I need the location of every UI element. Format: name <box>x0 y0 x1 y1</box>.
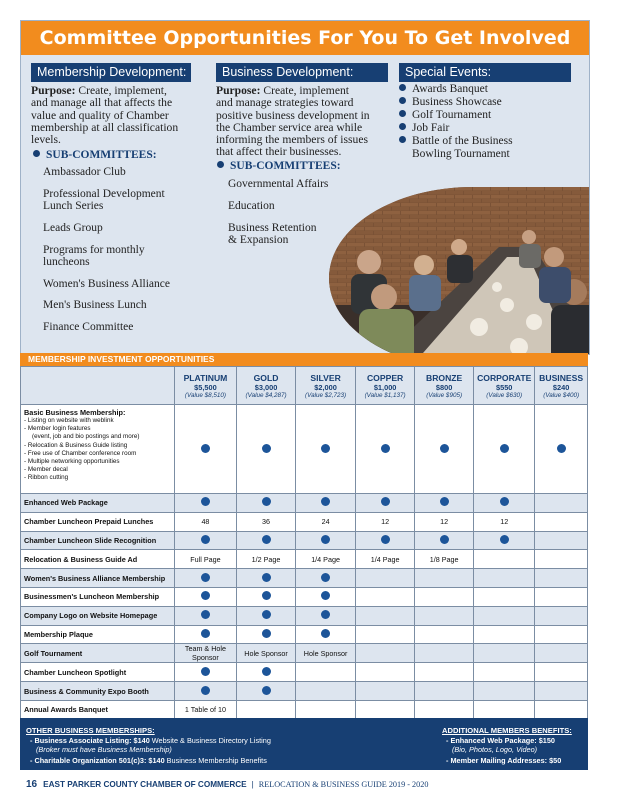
benefit-cell <box>415 644 474 663</box>
bullet-dot-icon <box>399 136 406 143</box>
benefit-cell <box>415 550 474 569</box>
benefit-value: Hole Sponsor <box>303 648 348 658</box>
benefit-cell <box>237 569 296 588</box>
filled-circle-icon <box>262 444 271 453</box>
bullet-dot-icon <box>399 84 406 91</box>
page-number: 16 <box>26 779 38 790</box>
level-price: $3,000 <box>254 382 278 392</box>
benefit-cell <box>174 625 236 644</box>
sub-item-mens-lunch: Men's Business Lunch <box>43 299 147 311</box>
level-header <box>237 367 296 405</box>
event-battle-business: Battle of the Business <box>399 135 513 148</box>
benefit-cell <box>296 405 356 494</box>
level-header <box>415 367 474 405</box>
level-value: (Value $630) <box>486 391 523 399</box>
filled-circle-icon <box>262 667 271 676</box>
benefit-cell <box>415 405 474 494</box>
filled-circle-icon <box>321 591 330 600</box>
benefit-cell <box>296 587 356 606</box>
benefit-row <box>21 494 588 513</box>
benefit-label: Business & Community Expo Booth <box>21 682 175 701</box>
benefit-value: Team & Hole Sponsor <box>184 644 227 663</box>
level-value: (Value $2,723) <box>305 391 347 399</box>
benefit-cell <box>237 587 296 606</box>
basic-membership-item: - Member decal <box>24 466 68 474</box>
benefit-cell <box>535 405 588 494</box>
other-memberships-box <box>20 718 588 770</box>
sub-item-professional-dev: Professional Development <box>43 188 165 200</box>
benefit-value: 12 <box>500 517 509 527</box>
benefit-row <box>21 606 588 625</box>
bullet-dot-icon <box>399 123 406 130</box>
investment-bar: MEMBERSHIP INVESTMENT OPPORTUNITIES <box>20 353 588 366</box>
benefit-label: Chamber Luncheon Spotlight <box>21 663 175 682</box>
level-header <box>356 367 415 405</box>
level-header <box>174 367 236 405</box>
filled-circle-icon <box>262 591 271 600</box>
levels-header-row <box>21 367 588 405</box>
luncheon-photo-illustration <box>329 187 590 355</box>
benefit-cell <box>474 625 535 644</box>
footer-separator: | <box>251 780 254 789</box>
filled-circle-icon <box>381 444 390 453</box>
filled-circle-icon <box>321 444 330 453</box>
filled-circle-icon <box>500 497 509 506</box>
benefit-value: 24 <box>321 517 330 527</box>
benefit-cell <box>474 587 535 606</box>
benefit-value: 1 Table of 10 <box>184 705 226 715</box>
benefit-value: 1/4 Page <box>370 554 400 564</box>
level-name: PLATINUM <box>183 372 228 383</box>
basic-membership-title: Basic Business Membership: <box>24 408 126 417</box>
benefit-row <box>21 512 588 531</box>
benefit-cell <box>535 531 588 550</box>
level-value: (Value $1,137) <box>364 391 406 399</box>
filled-circle-icon <box>557 444 566 453</box>
business-dev-purpose: Purpose: Create, implement and manage strategies toward positive business development in the Chamber service area while informing the members of issues that affect their businesses. <box>216 84 370 159</box>
benefit-value: 1/4 Page <box>311 554 340 564</box>
benefit-value: 1/2 Page <box>251 554 281 564</box>
business-dev-heading: Business Development: <box>216 63 388 82</box>
sub-item-leads-group: Leads Group <box>43 222 103 234</box>
associate-listing: - Business Associate Listing: $140 Website & Business Directory Listing (Broker must have Business Membership) <box>30 736 271 754</box>
membership-dev-heading: Membership Development: <box>31 63 191 82</box>
special-events-heading: Special Events: <box>399 63 571 82</box>
bullet-dot-icon <box>33 150 40 157</box>
level-header <box>474 367 535 405</box>
benefit-cell <box>535 625 588 644</box>
benefit-row <box>21 663 588 682</box>
basic-membership-item: - Member login features <box>24 425 91 433</box>
header-blank-cell <box>21 367 175 405</box>
sub-item-finance: Finance Committee <box>43 321 134 333</box>
filled-circle-icon <box>201 497 210 506</box>
benefit-cell <box>474 569 535 588</box>
purpose-label: Purpose: <box>216 84 261 97</box>
filled-circle-icon <box>262 629 271 638</box>
benefit-cell <box>356 494 415 513</box>
benefit-cell <box>535 494 588 513</box>
sub-item-governmental: Governmental Affairs <box>228 178 329 190</box>
additional-benefits-heading: ADDITIONAL MEMBERS BENEFITS: <box>442 726 572 735</box>
level-name: GOLD <box>253 372 279 383</box>
benefit-cell <box>296 682 356 701</box>
benefit-row <box>21 587 588 606</box>
benefit-cell <box>237 531 296 550</box>
basic-membership-label <box>21 405 175 494</box>
benefit-cell <box>296 569 356 588</box>
basic-membership-item: - Multiple networking opportunities <box>24 458 120 466</box>
business-sub-committees-label: SUB-COMMITTEES: <box>217 160 341 172</box>
filled-circle-icon <box>262 686 271 695</box>
benefit-cell <box>415 700 474 719</box>
filled-circle-icon <box>440 497 449 506</box>
benefit-cell <box>174 587 236 606</box>
enhanced-web-package-benefit: - Enhanced Web Package: $150 (Bio, Photos, Logo, Video) <box>446 736 555 754</box>
benefit-cell <box>535 587 588 606</box>
sub-item-retention-2: & Expansion <box>228 234 289 246</box>
benefit-label: Businessmen's Luncheon Membership <box>21 587 175 606</box>
benefit-value: 12 <box>381 517 390 527</box>
filled-circle-icon <box>262 610 271 619</box>
benefit-cell <box>296 550 356 569</box>
sub-item-professional-dev-2: Lunch Series <box>43 200 104 212</box>
benefit-cell <box>356 606 415 625</box>
benefit-row <box>21 550 588 569</box>
benefit-cell <box>356 644 415 663</box>
page-title: Committee Opportunities For You To Get Involved <box>21 21 589 55</box>
filled-circle-icon <box>201 610 210 619</box>
benefit-cell <box>296 625 356 644</box>
level-price: $1,000 <box>373 382 397 392</box>
benefit-label: Chamber Luncheon Slide Recognition <box>21 531 175 550</box>
benefit-cell <box>174 531 236 550</box>
benefit-cell <box>535 606 588 625</box>
benefit-cell <box>535 644 588 663</box>
benefit-cell <box>296 700 356 719</box>
benefit-cell <box>237 644 296 663</box>
level-price: $240 <box>552 382 570 392</box>
benefit-cell <box>296 531 356 550</box>
benefit-cell <box>474 512 535 531</box>
benefit-row <box>21 644 588 663</box>
benefit-cell <box>237 494 296 513</box>
level-price: $800 <box>435 382 453 392</box>
benefit-row <box>21 625 588 644</box>
bullet-dot-icon <box>399 110 406 117</box>
benefit-cell <box>174 569 236 588</box>
benefit-cell <box>474 700 535 719</box>
level-value: (Value $4,287) <box>245 391 287 399</box>
benefit-label: Company Logo on Website Homepage <box>21 606 175 625</box>
filled-circle-icon <box>201 686 210 695</box>
basic-membership-item: (event, job and bio postings and more) <box>32 433 140 441</box>
benefit-cell <box>535 682 588 701</box>
benefit-cell <box>174 550 236 569</box>
benefit-cell <box>474 663 535 682</box>
benefit-cell <box>415 606 474 625</box>
benefit-cell <box>415 663 474 682</box>
page-footer <box>26 779 428 790</box>
benefit-row <box>21 682 588 701</box>
basic-membership-item: - Listing on website with weblink <box>24 417 114 424</box>
benefit-cell <box>415 682 474 701</box>
membership-dev-purpose: Purpose: Create, implement, and manage all that affects the value and quality of Chamber membership at all classification levels. <box>31 84 179 147</box>
benefit-cell <box>356 682 415 701</box>
benefit-cell <box>356 405 415 494</box>
benefit-cell <box>174 682 236 701</box>
benefit-label: Enhanced Web Package <box>21 494 175 513</box>
sub-item-programs-2: luncheons <box>43 256 90 268</box>
benefit-value: Full Page <box>190 554 221 564</box>
benefit-cell <box>174 405 236 494</box>
level-value: (Value $400) <box>543 391 580 399</box>
bullet-dot-icon <box>399 97 406 104</box>
event-awards-banquet: Awards Banquet <box>399 83 488 96</box>
basic-membership-item: - Free use of Chamber conference room <box>24 449 137 457</box>
luncheon-photo <box>329 187 590 355</box>
filled-circle-icon <box>201 535 210 544</box>
benefit-label: Women's Business Alliance Membership <box>21 569 175 588</box>
filled-circle-icon <box>201 444 210 453</box>
benefit-row <box>21 531 588 550</box>
sub-item-ambassador: Ambassador Club <box>43 166 126 178</box>
basic-membership-item: - Ribbon cutting <box>24 474 69 482</box>
benefit-cell <box>474 606 535 625</box>
filled-circle-icon <box>321 573 330 582</box>
benefit-cell <box>174 700 236 719</box>
benefit-cell <box>296 494 356 513</box>
bullet-dot-icon <box>217 161 224 168</box>
benefit-cell <box>535 663 588 682</box>
filled-circle-icon <box>262 573 271 582</box>
benefit-value: 1/8 Page <box>429 554 459 564</box>
benefit-cell <box>174 494 236 513</box>
benefit-row <box>21 569 588 588</box>
benefit-value: Hole Sponsor <box>244 648 288 658</box>
filled-circle-icon <box>500 444 509 453</box>
filled-circle-icon <box>321 535 330 544</box>
level-price: $550 <box>495 382 513 392</box>
filled-circle-icon <box>262 535 271 544</box>
filled-circle-icon <box>321 610 330 619</box>
sub-item-programs: Programs for monthly <box>43 244 145 256</box>
benefit-cell <box>174 644 236 663</box>
level-name: SILVER <box>310 372 341 383</box>
purpose-label: Purpose: <box>31 84 76 97</box>
benefit-cell <box>237 625 296 644</box>
benefit-cell <box>237 663 296 682</box>
benefit-cell <box>474 644 535 663</box>
benefit-cell <box>415 531 474 550</box>
benefit-row <box>21 700 588 719</box>
benefit-label: Annual Awards Banquet <box>21 700 175 719</box>
level-price: $2,000 <box>314 382 337 392</box>
benefit-cell <box>296 606 356 625</box>
filled-circle-icon <box>262 497 271 506</box>
sub-item-retention: Business Retention <box>228 222 317 234</box>
benefit-cell <box>474 550 535 569</box>
level-name: BUSINESS <box>539 372 584 383</box>
benefit-value: 36 <box>262 517 271 527</box>
benefit-cell <box>296 512 356 531</box>
footer-guide: RELOCATION & BUSINESS GUIDE 2019 - 2020 <box>258 780 429 789</box>
membership-sub-committees-label: SUB-COMMITTEES: <box>33 149 157 161</box>
investment-table <box>20 366 588 720</box>
basic-membership-row <box>21 405 588 494</box>
benefit-cell <box>474 682 535 701</box>
benefit-cell <box>174 512 236 531</box>
filled-circle-icon <box>381 535 390 544</box>
filled-circle-icon <box>500 535 509 544</box>
benefit-cell <box>474 531 535 550</box>
benefit-cell <box>415 494 474 513</box>
filled-circle-icon <box>381 497 390 506</box>
benefit-cell <box>356 512 415 531</box>
filled-circle-icon <box>440 444 449 453</box>
benefit-cell <box>474 405 535 494</box>
benefit-cell <box>535 512 588 531</box>
benefit-cell <box>474 494 535 513</box>
level-value: (Value $905) <box>426 391 463 399</box>
member-mailing-benefit: - Member Mailing Addresses: $50 <box>446 756 562 765</box>
benefit-cell <box>535 700 588 719</box>
benefit-cell <box>356 663 415 682</box>
benefit-cell <box>174 663 236 682</box>
benefit-cell <box>237 405 296 494</box>
filled-circle-icon <box>201 591 210 600</box>
benefit-cell <box>535 569 588 588</box>
benefit-value: 12 <box>440 517 449 527</box>
benefit-cell <box>415 625 474 644</box>
benefit-cell <box>174 606 236 625</box>
benefit-cell <box>356 569 415 588</box>
benefit-label: Membership Plaque <box>21 625 175 644</box>
filled-circle-icon <box>201 667 210 676</box>
benefit-cell <box>237 682 296 701</box>
other-memberships-heading: OTHER BUSINESS MEMBERSHIPS: <box>26 726 155 735</box>
event-bowling-tournament: Bowling Tournament <box>412 148 510 160</box>
sub-item-education: Education <box>228 200 275 212</box>
committee-panel <box>20 20 590 355</box>
event-business-showcase: Business Showcase <box>399 96 502 109</box>
event-job-fair: Job Fair <box>399 122 449 135</box>
level-price: $5,500 <box>194 382 217 392</box>
benefit-cell <box>237 606 296 625</box>
benefit-cell <box>356 625 415 644</box>
filled-circle-icon <box>321 497 330 506</box>
benefit-cell <box>415 587 474 606</box>
benefit-cell <box>237 700 296 719</box>
level-name: CORPORATE <box>477 372 532 383</box>
sub-item-womens-alliance: Women's Business Alliance <box>43 278 170 290</box>
benefit-cell <box>535 550 588 569</box>
benefit-label: Golf Tournament <box>21 644 175 663</box>
benefit-cell <box>356 550 415 569</box>
filled-circle-icon <box>201 573 210 582</box>
benefit-cell <box>356 587 415 606</box>
benefit-value: 48 <box>201 517 210 527</box>
event-golf-tournament: Golf Tournament <box>399 109 491 122</box>
filled-circle-icon <box>201 629 210 638</box>
level-header <box>535 367 588 405</box>
benefit-cell <box>356 531 415 550</box>
benefit-label: Relocation & Business Guide Ad <box>21 550 175 569</box>
level-name: COPPER <box>366 372 404 383</box>
level-value: (Value $8,510) <box>184 391 226 399</box>
filled-circle-icon <box>321 629 330 638</box>
level-header <box>296 367 356 405</box>
basic-membership-item: - Relocation & Business Guide listing <box>24 441 128 449</box>
level-name: BRONZE <box>425 372 463 383</box>
benefit-cell <box>296 644 356 663</box>
benefit-cell <box>415 569 474 588</box>
benefit-label: Chamber Luncheon Prepaid Lunches <box>21 512 175 531</box>
filled-circle-icon <box>440 535 449 544</box>
benefit-cell <box>237 512 296 531</box>
charitable-organization: - Charitable Organization 501(c)3: $140 Business Membership Benefits <box>30 756 267 765</box>
benefit-cell <box>296 663 356 682</box>
benefit-cell <box>237 550 296 569</box>
benefit-cell <box>415 512 474 531</box>
benefit-cell <box>356 700 415 719</box>
footer-org: EAST PARKER COUNTY CHAMBER OF COMMERCE <box>43 780 247 789</box>
